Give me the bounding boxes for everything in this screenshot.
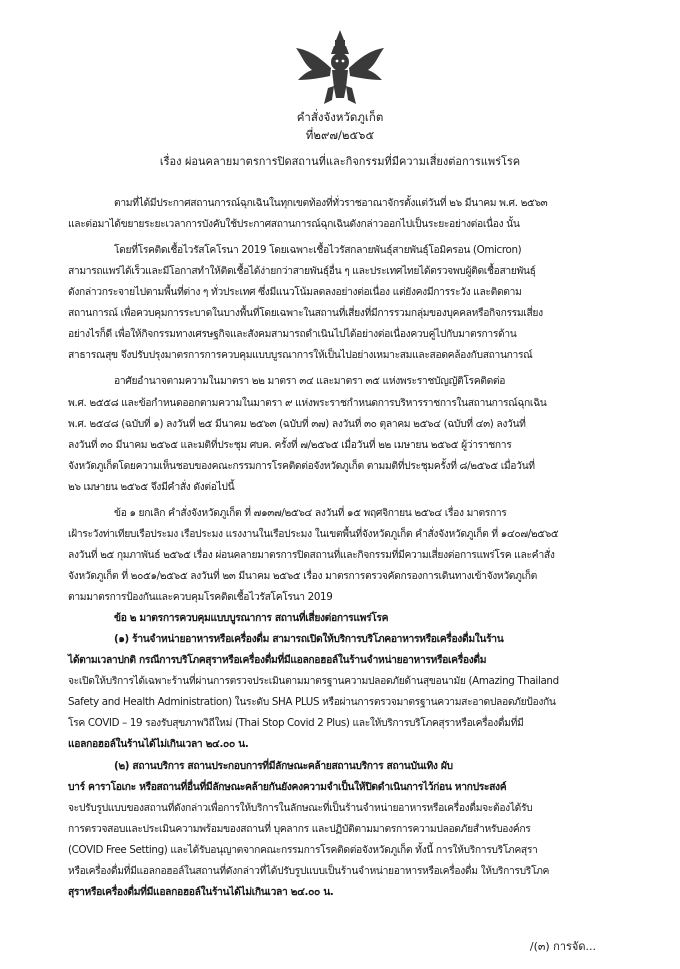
body-line: ลงวันที่ ๓๐ มีนาคม ๒๕๖๕ และมติที่ประชุม ศบค. ครั้งที่ ๗/๒๕๖๕ เมื่อวันที่ ๒๒ เมษายน ๒๕๖๕ ผู้ว่าราชการ (68, 439, 512, 451)
body-line: ดังกล่าวกระจายไปตามพื้นที่ต่าง ๆ ทั่วประเทศ ซึ่งมีแนวโน้มลดลงอย่างต่อเนื่อง แต่ยังคงมีการระวัง และติดตาม (68, 286, 522, 298)
body-line: แอลกอฮอล์ในร้านได้ไม่เกินเวลา ๒๔.๐๐ น. (68, 738, 249, 750)
body-line: เฝ้าระวังท่าเทียบเรือประมง เรือประมง แรงงานในเรือประมง ในเขตพื้นที่จังหวัดภูเก็ต คำสั่งจังหวัดภูเก็ต ที่ ๑๔๐๗/๒๕๖๕ (68, 528, 559, 540)
body-line: และต่อมาได้ขยายระยะเวลาการบังคับใช้ประกาศสถานการณ์ฉุกเฉินดังกล่าวออกไปเป็นระยะอย่างต่อเนื่อง นั้น (68, 218, 520, 230)
body-line: สุราหรือเครื่องดื่มที่มีแอลกอฮอล์ในร้านได้ไม่เกินเวลา ๒๔.๐๐ น. (68, 886, 334, 898)
body-line: พ.ศ. ๒๕๔๘ (ฉบับที่ ๑) ลงวันที่ ๒๕ มีนาคม ๒๕๖๓ (ฉบับที่ ๓๗) ลงวันที่ ๓๐ ตุลาคม ๒๕๖๔ (ฉบับที่ ๔๓) ลงวันที่ (68, 418, 526, 430)
body-line: จะปรับรูปแบบของสถานที่ดังกล่าวเพื่อการให้บริการในลักษณะที่เป็นร้านจำหน่ายอาหารหรือเครื่องดื่มจะต้องได้รับ (68, 802, 533, 814)
order-number: ที่๒๙๗/๒๕๖๕ (305, 128, 375, 142)
body-line: (๒) สถานบริการ สถานประกอบการที่มีลักษณะคล้ายสถานบริการ สถานบันเทิง ผับ (114, 760, 453, 772)
body-line: สาธารณสุข จึงปรับปรุงมาตรการการควบคุมแบบบูรณาการให้เป็นไปอย่างเหมาะสมและสอดคล้องกับสถานการณ์ (68, 349, 533, 361)
body-line: บาร์ คาราโอเกะ หรือสถานที่อื่นที่มีลักษณะคล้ายกันยังคงความจำเป็นให้ปิดดำเนินการไว้ก่อน หากประสงค์ (68, 781, 507, 793)
body-line: โดยที่โรคติดเชื้อไวรัสโคโรนา 2019 โดยเฉพาะเชื้อไวรัสกลายพันธุ์สายพันธุ์โอมิครอน (Omicron) (114, 244, 522, 256)
order-title: คำสั่งจังหวัดภูเก็ต (296, 110, 384, 124)
garuda-emblem (290, 28, 390, 106)
body-line: ลงวันที่ ๒๕ กุมภาพันธ์ ๒๕๖๕ เรื่อง ผ่อนคลายมาตรการปิดสถานที่และกิจกรรมที่มีความเสี่ยงต่อการแพร่โรค และคำสั่ง (68, 549, 555, 561)
body-line: Safety and Health Administration) ในระดับ SHA PLUS หรือผ่านการตรวจมาตรฐานความสะอาดปลอดภัยป้องกัน (68, 696, 556, 708)
body-line: หรือเครื่องดื่มที่มีแอลกอฮอล์ในสถานที่ดังกล่าวที่ได้ปรับรูปแบบเป็นร้านจำหน่ายอาหารหรือเครื่องดื่ม ให้บริการบริโภค (68, 865, 550, 877)
body-line: (๑) ร้านจำหน่ายอาหารหรือเครื่องดื่ม สามารถเปิดให้บริการบริโภคอาหารหรือเครื่องดื่มในร้าน (114, 633, 504, 645)
body-line: ตามมาตรการป้องกันและควบคุมโรคติดเชื้อไวรัสโคโรนา 2019 (68, 591, 333, 603)
body-line: อาศัยอำนาจตามความในมาตรา ๒๒ มาตรา ๓๔ และมาตรา ๓๕ แห่งพระราชบัญญัติโรคติดต่อ (114, 375, 506, 387)
body-line: จังหวัดภูเก็ตโดยความเห็นชอบของคณะกรรมการโรคติดต่อจังหวัดภูเก็ต ตามมติที่ประชุมครั้งที่ ๘/๒๕๖๕ เมื่อวันที่ (68, 460, 535, 472)
continuation-marker: /(๓) การจัด... (529, 940, 596, 953)
body-line: พ.ศ. ๒๕๕๘ และข้อกำหนดออกตามความในมาตรา ๙ แห่งพระราชกำหนดการบริหารราชการในสถานการณ์ฉุกเฉิน (68, 397, 547, 409)
body-line: จังหวัดภูเก็ต ที่ ๒๐๕๑/๒๕๖๕ ลงวันที่ ๒๓ มีนาคม ๒๕๖๕ เรื่อง มาตรการตรวจคัดกรองการเดินทางเข้าจังหวัดภูเก็ต (68, 570, 537, 582)
body-line: ๒๖ เมษายน ๒๕๖๕ จึงมีคำสั่ง ดังต่อไปนี้ (68, 481, 235, 493)
body-line: ได้ตามเวลาปกติ กรณีการบริโภคสุราหรือเครื่องดื่มที่มีแอลกอฮอล์ในร้านจำหน่ายอาหารหรือเครื่องดื่ม (68, 654, 487, 666)
body-line: ข้อ ๒ มาตรการควบคุมแบบบูรณาการ สถานที่เสี่ยงต่อการแพร่โรค (114, 612, 389, 624)
body-line: (COVID Free Setting) และได้รับอนุญาตจากคณะกรรมการโรคติดต่อจังหวัดภูเก็ต ทั้งนี้ การให้บริการบริโภคสุรา (68, 844, 538, 856)
body-line: โรค COVID – 19 รองรับสุขภาพวิถีใหม่ (Thai Stop Covid 2 Plus) และให้บริการบริโภคสุราหรือเครื่องดื่มที่มี (68, 717, 524, 729)
body-line: การตรวจสอบและประเมินความพร้อมของสถานที่ บุคลากร และปฏิบัติตามมาตรการความปลอดภัยสำหรับองค์กร (68, 823, 531, 835)
order-subject: เรื่อง ผ่อนคลายมาตรการปิดสถานที่และกิจกรรมที่มีความเสี่ยงต่อการแพร่โรค (159, 155, 521, 168)
body-line: อย่างไรก็ดี เพื่อให้กิจกรรมทางเศรษฐกิจและสังคมสามารถดำเนินไปได้อย่างต่อเนื่องควบคู่ไปกับมาตรการด้าน (68, 328, 517, 340)
body-line: ข้อ ๑ ยกเลิก คำสั่งจังหวัดภูเก็ต ที่ ๗๑๓๗/๒๕๖๔ ลงวันที่ ๑๕ พฤศจิกายน ๒๕๖๔ เรื่อง มาตรการ (114, 507, 507, 519)
body-line: จะเปิดให้บริการได้เฉพาะร้านที่ผ่านการตรวจประเมินตามมาตรฐานความปลอดภัยด้านสุขอนามัย (Amazing Thailand (68, 675, 559, 687)
body-line: สถานการณ์ เพื่อควบคุมการระบาดในบางพื้นที่โดยเฉพาะในสถานที่เสี่ยงที่มีการรวมกลุ่มของบุคคลหรือกิจกรรมเสี่ยง (68, 307, 543, 319)
body-line: ตามที่ได้มีประกาศสถานการณ์ฉุกเฉินในทุกเขตท้องที่ทั่วราชอาณาจักรตั้งแต่วันที่ ๒๖ มีนาคม พ.ศ. ๒๕๖๓ (114, 197, 548, 209)
body-line: สามารถแพร่ได้เร็วและมีโอกาสทำให้ติดเชื้อได้ง่ายกว่าสายพันธุ์อื่น ๆ และประเทศไทยได้ตรวจพบผู้ติดเชื้อสายพันธุ์ (68, 265, 536, 277)
